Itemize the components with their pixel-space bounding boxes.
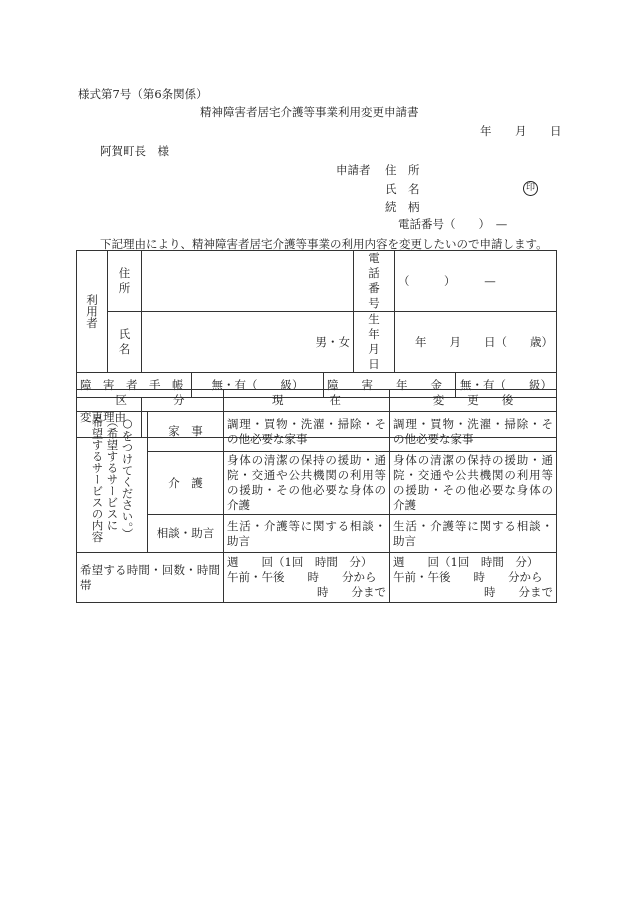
user-group-label: 利用者 [85,294,99,329]
service-name-housework: 家 事 [148,412,224,452]
user-birth-label-1: 生 年 [368,312,392,341]
reason-label: 変更理由 [77,398,142,438]
user-name-label-cell [108,312,142,373]
services-vertical-label-1: 希望するサービスの内容 [90,416,105,543]
user-phone-label-cell [354,251,395,312]
user-phone-field[interactable]: （ ） — [395,251,557,312]
service-current-care[interactable]: 身体の清潔の保持の援助・通院・交通や公共機関の利用等の援助・その他必要な身体の介護 [224,452,390,515]
service-name-consult: 相談・助言 [148,515,224,553]
handbook-value[interactable]: 無・有（ 級） [192,373,324,398]
schedule-after-line3: 時 分まで [484,585,553,599]
schedule-current-line3: 時 分まで [317,585,386,599]
services-vertical-label-3: ○をつけてください。） [120,416,135,540]
schedule-current-line2: 午前・午後 時 分から [227,570,377,584]
applicant-address-label: 住 所 [385,163,420,177]
applicant-phone-label: 電話番号（ ） — [398,217,508,231]
service-current-consult[interactable]: 生活・介護等に関する相談・助言 [224,515,390,553]
seal-icon: 印 [523,181,538,196]
intro-text: 下記理由により、精神障害者居宅介護等事業の利用内容を変更したいので申請します。 [100,237,548,251]
user-address-label-cell [108,251,142,312]
header-after: 変 更 後 [390,390,557,412]
service-current-housework[interactable]: 調理・買物・洗濯・掃除・その他必要な家事 [224,412,390,452]
service-name-care: 介 護 [148,452,224,515]
pension-value[interactable]: 無・有（ 級） [456,373,557,398]
user-birth-label-cell [354,312,395,373]
form-number: 様式第7号（第6条関係） [78,87,208,101]
service-after-care[interactable]: 身体の清潔の保持の援助・通院・交通や公共機関の利用等の援助・その他必要な身体の介護 [390,452,557,515]
schedule-current-line1: 週 回（1回 時間 分） [227,555,373,569]
document-title: 精神障害者居宅介護等事業利用変更申請書 [200,105,419,119]
schedule-after[interactable] [390,553,557,603]
schedule-current[interactable] [224,553,390,603]
sex-options[interactable]: 男・女 [315,334,350,349]
user-phone-label-2: 番 号 [368,281,392,310]
services-vertical-label-2: （希望するサービスに [105,416,120,531]
user-birth-label-2: 月 日 [368,342,392,371]
applicant-label: 申請者 [336,163,371,177]
service-after-consult[interactable]: 生活・介護等に関する相談・助言 [390,515,557,553]
schedule-after-line1: 週 回（1回 時間 分） [393,555,539,569]
user-birth-field[interactable]: 年 月 日（ 歳） [395,312,557,373]
user-group-cell [77,251,108,373]
user-address-label: 住所 [118,266,131,295]
addressee: 阿賀町長 様 [100,144,169,158]
applicant-name-label: 氏 名 [385,182,420,196]
pension-label: 障 害 年 金 [324,373,456,398]
applicant-relation-label: 続 柄 [385,200,420,214]
header-current: 現 在 [224,390,390,412]
date-line: 年 月 日 [480,124,568,138]
services-vertical-label-cell [77,412,148,553]
user-address-field[interactable] [142,251,354,312]
user-phone-label-1: 電 話 [368,251,392,280]
user-name-field[interactable] [142,312,354,373]
seal-mark [523,179,538,196]
schedule-label: 希望する時間・回数・時間帯 [77,553,224,603]
service-after-housework[interactable]: 調理・買物・洗濯・掃除・その他必要な家事 [390,412,557,452]
header-category: 区 分 [77,390,224,412]
handbook-label: 障 害 者 手 帳 [77,373,192,398]
services-table [76,389,557,603]
schedule-after-line2: 午前・午後 時 分から [393,570,543,584]
user-name-label: 氏名 [118,327,131,356]
